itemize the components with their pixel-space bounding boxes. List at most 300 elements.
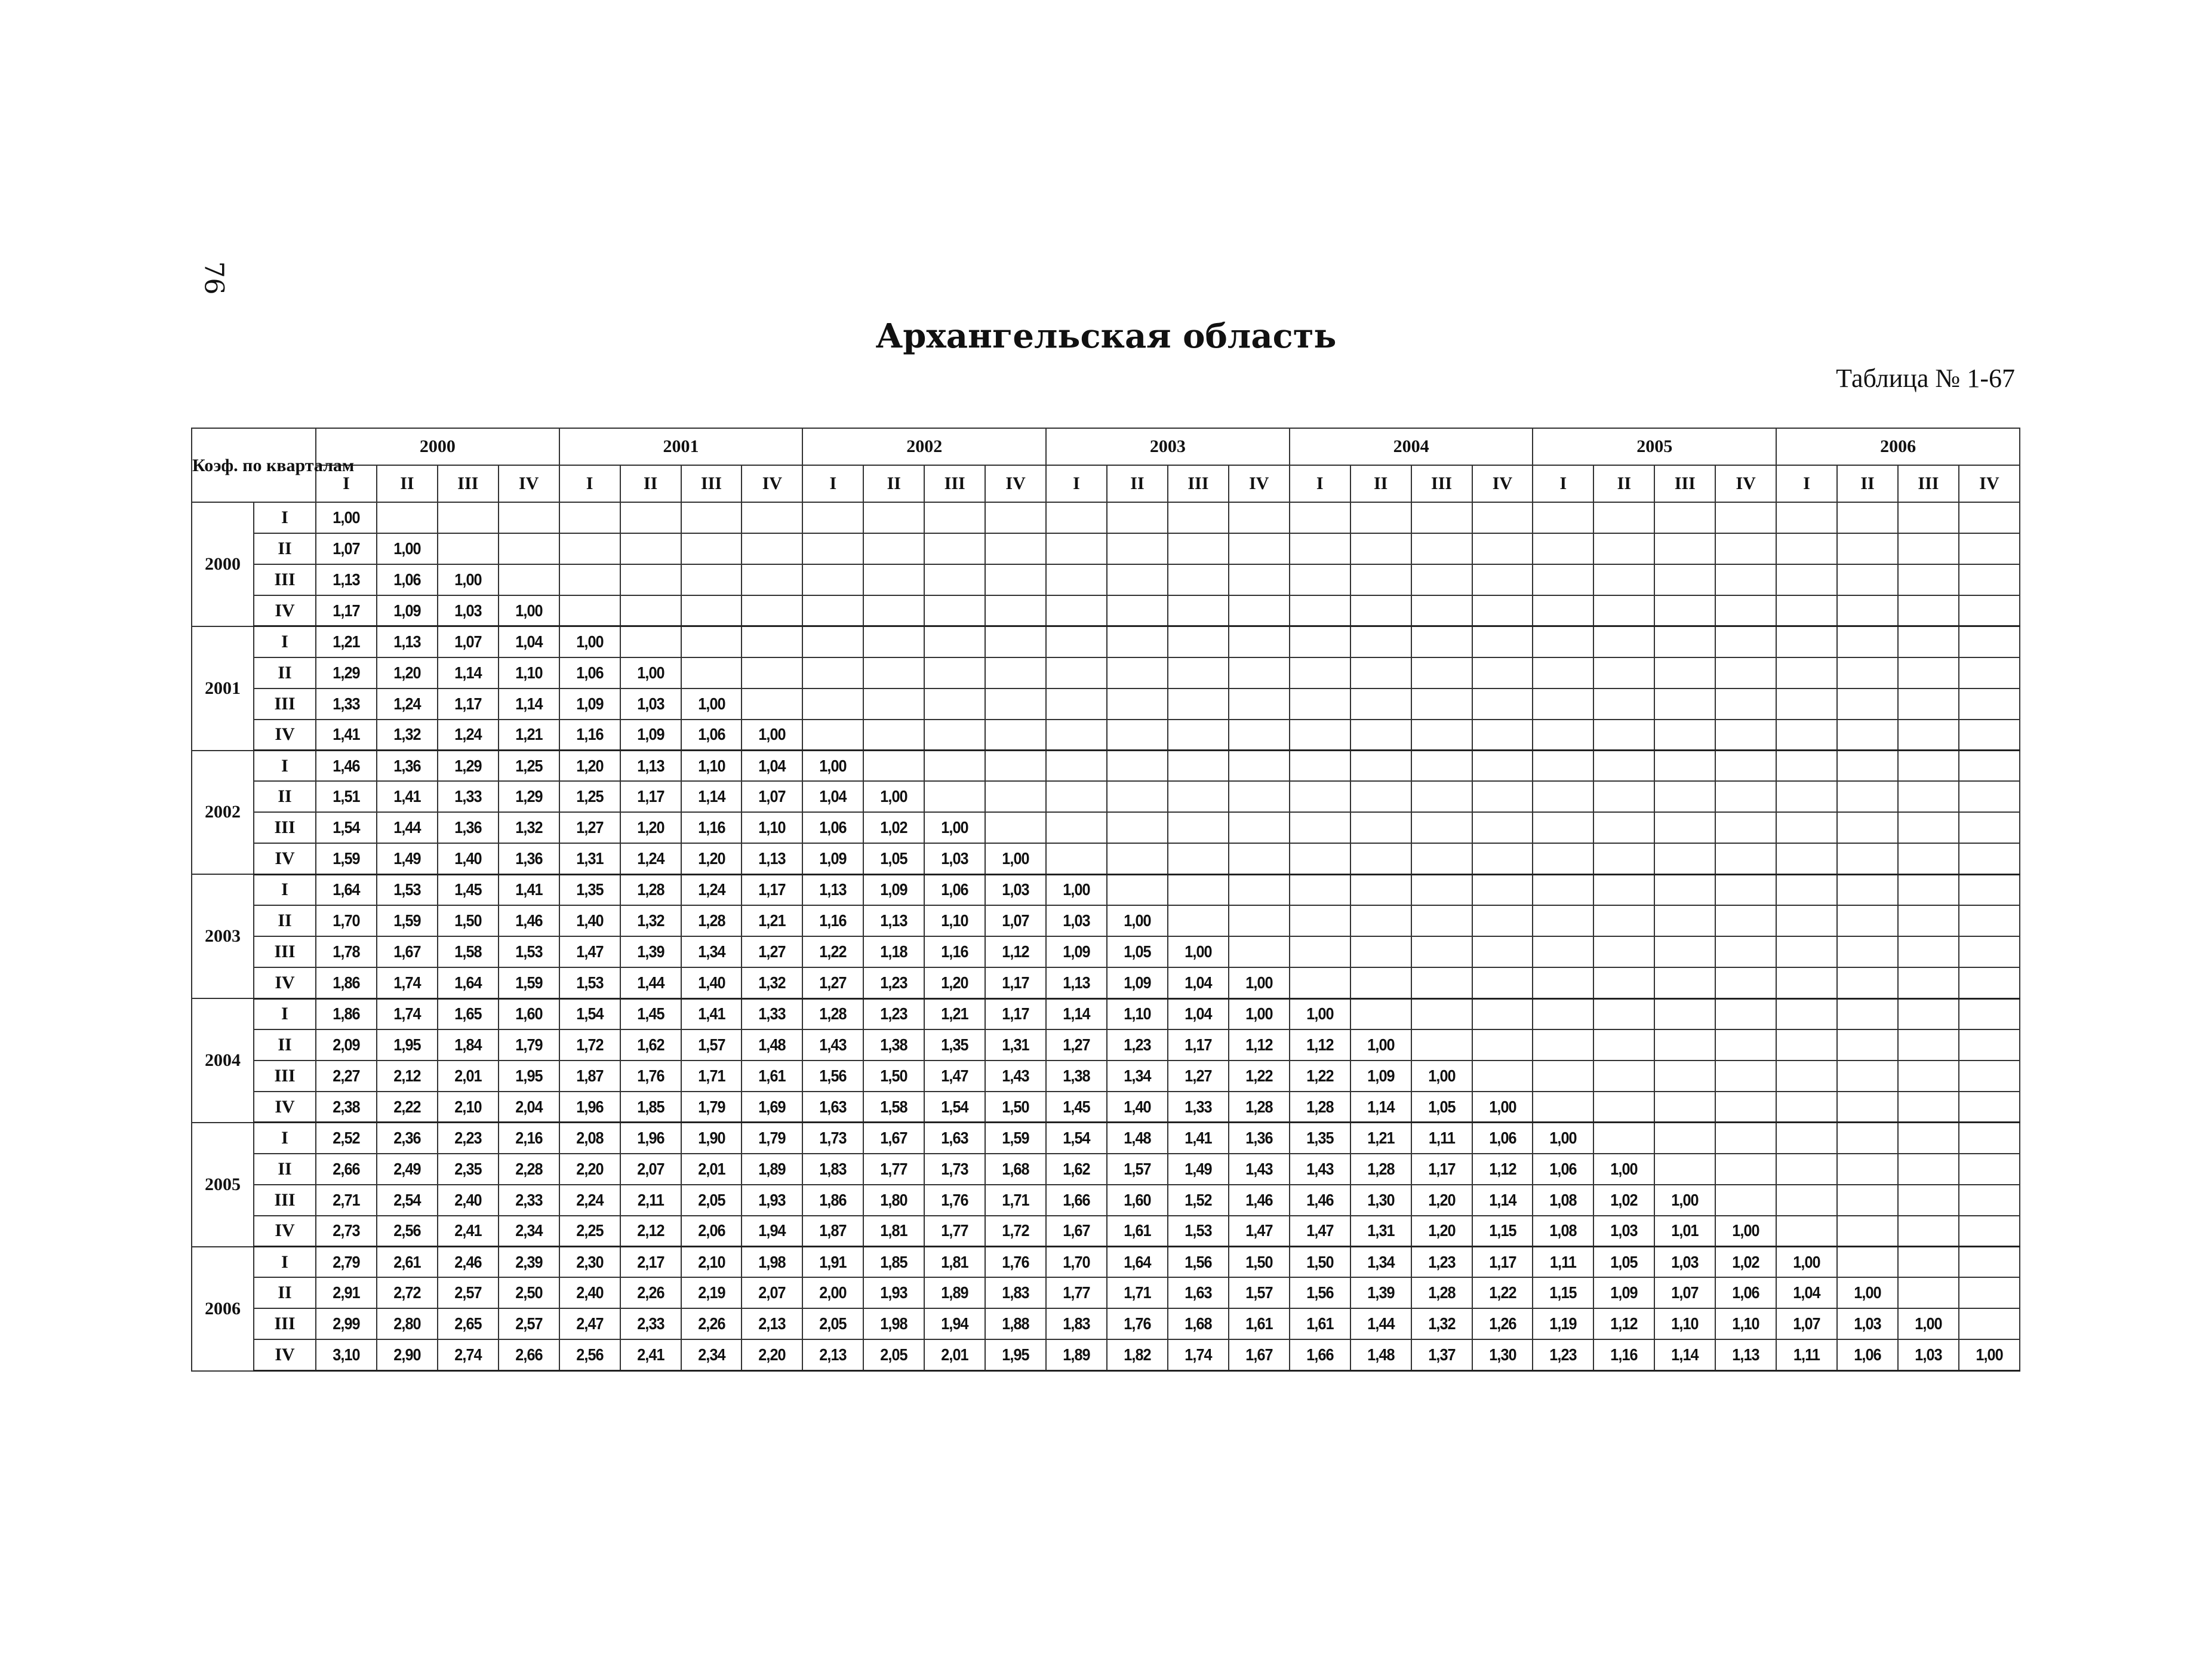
table-cell: 1,61 xyxy=(1293,1308,1347,1339)
table-cell: 1,36 xyxy=(502,843,556,874)
row-quarter-label: I xyxy=(254,1247,316,1278)
table-cell: 1,61 xyxy=(1110,1216,1165,1247)
table-cell xyxy=(1171,533,1226,564)
table-cell: 1,83 xyxy=(1049,1308,1104,1339)
table-cell xyxy=(1110,657,1165,688)
table-cell xyxy=(502,564,556,595)
table-cell: 2,33 xyxy=(623,1308,678,1339)
table-cell xyxy=(1475,626,1530,657)
table-cell: 1,34 xyxy=(684,936,739,967)
table-cell: 1,46 xyxy=(319,751,374,782)
table-cell xyxy=(1596,781,1651,812)
table-cell: 1,08 xyxy=(1536,1216,1591,1247)
table-cell xyxy=(805,533,860,564)
table-cell: 1,17 xyxy=(441,688,496,720)
table-cell xyxy=(1779,1185,1834,1216)
table-cell xyxy=(927,720,982,751)
table-cell: 1,10 xyxy=(684,751,739,782)
table-cell: 1,00 xyxy=(1353,1029,1408,1061)
quarter-header: I xyxy=(316,465,377,502)
row-quarter-label: IV xyxy=(254,1216,316,1247)
table-row xyxy=(192,1216,2020,1247)
table-cell: 2,46 xyxy=(441,1247,496,1278)
table-cell xyxy=(805,657,860,688)
table-cell: 1,54 xyxy=(927,1092,982,1123)
table-cell xyxy=(1779,751,1834,782)
row-quarter-label: III xyxy=(254,812,316,843)
table-cell xyxy=(1536,843,1591,874)
table-cell xyxy=(1840,1029,1895,1061)
table-cell xyxy=(1779,626,1834,657)
table-cell xyxy=(988,781,1043,812)
table-cell xyxy=(1596,720,1651,751)
table-cell: 1,56 xyxy=(1171,1247,1226,1278)
table-cell xyxy=(1962,595,2017,626)
table-cell: 1,57 xyxy=(1232,1277,1287,1308)
table-cell: 2,65 xyxy=(441,1308,496,1339)
table-cell xyxy=(1962,657,2017,688)
table-cell: 1,23 xyxy=(1110,1029,1165,1061)
table-cell: 1,09 xyxy=(1353,1061,1408,1092)
quarter-header: III xyxy=(1898,465,1959,502)
table-cell: 1,24 xyxy=(441,720,496,751)
table-cell xyxy=(1353,998,1408,1029)
table-cell xyxy=(1657,502,1712,533)
table-cell xyxy=(1293,626,1347,657)
table-cell: 1,21 xyxy=(502,720,556,751)
table-cell xyxy=(1414,626,1469,657)
table-cell: 2,12 xyxy=(380,1061,435,1092)
table-cell: 2,79 xyxy=(319,1247,374,1278)
table-cell: 1,64 xyxy=(319,874,374,905)
table-cell: 2,34 xyxy=(502,1216,556,1247)
table-cell xyxy=(1414,998,1469,1029)
table-cell: 2,20 xyxy=(562,1154,617,1185)
table-cell: 1,77 xyxy=(1049,1277,1104,1308)
table-cell: 1,78 xyxy=(319,936,374,967)
table-cell: 1,13 xyxy=(319,564,374,595)
table-cell xyxy=(1475,998,1530,1029)
table-cell xyxy=(1049,751,1104,782)
table-cell: 1,35 xyxy=(562,874,617,905)
table-cell xyxy=(1840,812,1895,843)
table-cell: 2,01 xyxy=(441,1061,496,1092)
row-year-label: 2002 xyxy=(192,751,254,875)
table-cell: 1,29 xyxy=(502,781,556,812)
table-cell xyxy=(1901,564,1956,595)
table-cell: 2,06 xyxy=(684,1216,739,1247)
quarter-header: IV xyxy=(985,465,1046,502)
table-cell: 1,02 xyxy=(1596,1185,1651,1216)
table-cell xyxy=(1657,905,1712,936)
table-cell xyxy=(1171,781,1226,812)
table-cell: 1,10 xyxy=(502,657,556,688)
table-cell: 1,89 xyxy=(927,1277,982,1308)
table-cell xyxy=(1536,626,1591,657)
table-cell: 1,12 xyxy=(988,936,1043,967)
table-cell: 1,20 xyxy=(927,967,982,998)
table-cell: 1,14 xyxy=(441,657,496,688)
table-cell: 1,95 xyxy=(502,1061,556,1092)
table-cell: 2,57 xyxy=(502,1308,556,1339)
table-cell: 1,54 xyxy=(319,812,374,843)
table-cell: 1,07 xyxy=(745,781,800,812)
table-cell: 1,06 xyxy=(927,874,982,905)
table-cell xyxy=(1840,874,1895,905)
table-cell: 2,28 xyxy=(502,1154,556,1185)
table-cell xyxy=(866,502,921,533)
table-cell xyxy=(1596,1123,1651,1154)
quarter-header: I xyxy=(1533,465,1593,502)
table-cell: 1,17 xyxy=(319,595,374,626)
table-cell: 1,67 xyxy=(1232,1339,1287,1370)
row-quarter-label: III xyxy=(254,688,316,720)
table-cell xyxy=(1475,812,1530,843)
table-cell: 1,06 xyxy=(1536,1154,1591,1185)
table-cell: 1,04 xyxy=(1171,967,1226,998)
table-cell xyxy=(1293,874,1347,905)
table-cell xyxy=(1901,657,1956,688)
table-cell: 1,14 xyxy=(1657,1339,1712,1370)
table-row xyxy=(192,1308,2020,1339)
table-cell: 1,44 xyxy=(623,967,678,998)
table-cell xyxy=(1293,502,1347,533)
table-cell: 2,05 xyxy=(866,1339,921,1370)
table-cell: 1,59 xyxy=(988,1123,1043,1154)
table-cell: 1,25 xyxy=(562,781,617,812)
table-cell xyxy=(1840,936,1895,967)
table-cell xyxy=(1657,533,1712,564)
table-cell: 1,00 xyxy=(1718,1216,1773,1247)
table-row xyxy=(192,657,2020,688)
table-cell: 1,32 xyxy=(502,812,556,843)
table-cell xyxy=(1232,905,1287,936)
row-quarter-label: II xyxy=(254,905,316,936)
table-cell: 1,30 xyxy=(1353,1185,1408,1216)
table-cell: 1,23 xyxy=(1536,1339,1591,1370)
quarter-header: IV xyxy=(742,465,802,502)
table-cell xyxy=(1414,812,1469,843)
quarter-header: IV xyxy=(1959,465,2020,502)
table-cell: 1,03 xyxy=(1901,1339,1956,1370)
quarter-header: IV xyxy=(1229,465,1290,502)
table-cell: 1,00 xyxy=(1110,905,1165,936)
table-cell xyxy=(866,564,921,595)
table-cell xyxy=(1657,688,1712,720)
table-cell: 1,24 xyxy=(684,874,739,905)
table-cell xyxy=(805,688,860,720)
table-cell: 1,17 xyxy=(1171,1029,1226,1061)
table-cell xyxy=(1779,936,1834,967)
table-cell: 2,36 xyxy=(380,1123,435,1154)
table-row xyxy=(192,626,2020,657)
table-cell: 1,68 xyxy=(988,1154,1043,1185)
table-cell xyxy=(1962,812,2017,843)
coefficient-table xyxy=(191,428,2020,1372)
table-cell xyxy=(1536,720,1591,751)
table-cell: 2,71 xyxy=(319,1185,374,1216)
table-cell xyxy=(623,564,678,595)
table-cell xyxy=(1171,502,1226,533)
table-cell: 1,50 xyxy=(866,1061,921,1092)
table-cell xyxy=(1171,874,1226,905)
table-cell: 1,57 xyxy=(1110,1154,1165,1185)
table-cell xyxy=(1718,843,1773,874)
quarter-header: III xyxy=(681,465,742,502)
table-cell: 1,52 xyxy=(1171,1185,1226,1216)
table-cell: 1,56 xyxy=(805,1061,860,1092)
table-cell xyxy=(1536,812,1591,843)
table-cell: 1,29 xyxy=(441,751,496,782)
table-cell: 1,00 xyxy=(745,720,800,751)
table-cell: 2,01 xyxy=(684,1154,739,1185)
table-cell xyxy=(1596,936,1651,967)
table-cell xyxy=(1353,688,1408,720)
table-cell: 1,87 xyxy=(562,1061,617,1092)
table-cell: 1,00 xyxy=(1293,998,1347,1029)
table-cell xyxy=(1414,751,1469,782)
table-cell: 2,25 xyxy=(562,1216,617,1247)
table-cell: 1,28 xyxy=(1414,1277,1469,1308)
table-cell: 2,66 xyxy=(502,1339,556,1370)
table-cell xyxy=(441,502,496,533)
table-cell: 1,58 xyxy=(866,1092,921,1123)
table-cell: 1,14 xyxy=(502,688,556,720)
table-cell xyxy=(1657,812,1712,843)
table-cell xyxy=(745,688,800,720)
table-cell xyxy=(1414,781,1469,812)
table-cell xyxy=(1596,657,1651,688)
table-cell: 1,16 xyxy=(1596,1339,1651,1370)
table-cell xyxy=(1596,1092,1651,1123)
table-cell: 1,00 xyxy=(502,595,556,626)
table-cell xyxy=(1353,751,1408,782)
quarter-header: I xyxy=(559,465,620,502)
table-cell: 1,20 xyxy=(1414,1216,1469,1247)
table-cell xyxy=(1475,936,1530,967)
table-cell: 1,00 xyxy=(1536,1123,1591,1154)
table-cell xyxy=(1657,936,1712,967)
table-cell: 1,74 xyxy=(380,998,435,1029)
table-cell: 1,00 xyxy=(623,657,678,688)
table-cell xyxy=(1353,626,1408,657)
table-cell: 2,34 xyxy=(684,1339,739,1370)
table-cell xyxy=(1962,533,2017,564)
table-cell xyxy=(1779,1154,1834,1185)
table-cell xyxy=(1718,657,1773,688)
table-cell xyxy=(988,812,1043,843)
row-quarter-label: II xyxy=(254,533,316,564)
table-cell: 1,21 xyxy=(927,998,982,1029)
table-cell: 2,90 xyxy=(380,1339,435,1370)
table-cell: 2,80 xyxy=(380,1308,435,1339)
table-row xyxy=(192,1339,2020,1370)
table-cell xyxy=(1596,751,1651,782)
table-cell xyxy=(380,502,435,533)
table-cell xyxy=(1475,595,1530,626)
table-cell: 2,10 xyxy=(441,1092,496,1123)
row-quarter-label: III xyxy=(254,1061,316,1092)
table-cell: 1,70 xyxy=(1049,1247,1104,1278)
table-cell: 1,07 xyxy=(441,626,496,657)
table-cell: 1,72 xyxy=(562,1029,617,1061)
table-cell xyxy=(745,657,800,688)
table-cell xyxy=(1840,1154,1895,1185)
table-cell xyxy=(1901,874,1956,905)
table-cell: 1,04 xyxy=(1171,998,1226,1029)
row-quarter-label: II xyxy=(254,1277,316,1308)
table-cell xyxy=(1840,781,1895,812)
table-cell xyxy=(1779,1092,1834,1123)
table-cell xyxy=(1293,936,1347,967)
table-cell: 1,54 xyxy=(1049,1123,1104,1154)
table-cell: 2,07 xyxy=(745,1277,800,1308)
table-cell: 1,47 xyxy=(927,1061,982,1092)
quarter-header: I xyxy=(1290,465,1350,502)
table-cell xyxy=(684,502,739,533)
table-cell: 1,10 xyxy=(1110,998,1165,1029)
table-cell xyxy=(1414,657,1469,688)
table-cell xyxy=(1536,657,1591,688)
table-cell xyxy=(1353,967,1408,998)
table-cell xyxy=(1718,533,1773,564)
table-cell: 1,32 xyxy=(380,720,435,751)
table-cell xyxy=(927,751,982,782)
table-cell: 1,56 xyxy=(1293,1277,1347,1308)
table-cell xyxy=(1293,751,1347,782)
table-cell: 1,09 xyxy=(805,843,860,874)
table-cell xyxy=(1962,781,2017,812)
table-cell: 2,41 xyxy=(623,1339,678,1370)
quarter-header: III xyxy=(1168,465,1229,502)
table-cell xyxy=(1414,1029,1469,1061)
table-cell: 1,12 xyxy=(1293,1029,1347,1061)
table-cell xyxy=(1779,1123,1834,1154)
table-cell xyxy=(1718,967,1773,998)
table-cell: 1,00 xyxy=(1901,1308,1956,1339)
table-cell: 1,03 xyxy=(927,843,982,874)
table-cell xyxy=(1596,626,1651,657)
table-cell xyxy=(1962,720,2017,751)
table-cell xyxy=(988,595,1043,626)
table-cell: 1,76 xyxy=(988,1247,1043,1278)
table-cell: 2,13 xyxy=(805,1339,860,1370)
table-cell: 2,09 xyxy=(319,1029,374,1061)
table-cell xyxy=(562,595,617,626)
table-row xyxy=(192,874,2020,905)
table-cell: 1,63 xyxy=(1171,1277,1226,1308)
table-cell: 1,00 xyxy=(1840,1277,1895,1308)
row-year-label: 2006 xyxy=(192,1247,254,1371)
table-cell: 1,38 xyxy=(866,1029,921,1061)
table-cell: 2,23 xyxy=(441,1123,496,1154)
table-cell xyxy=(745,564,800,595)
table-cell xyxy=(1536,998,1591,1029)
table-cell: 1,49 xyxy=(380,843,435,874)
table-cell: 1,31 xyxy=(562,843,617,874)
table-cell xyxy=(866,688,921,720)
table-row xyxy=(192,812,2020,843)
table-cell xyxy=(1779,720,1834,751)
table-cell xyxy=(1171,720,1226,751)
table-cell: 1,00 xyxy=(380,533,435,564)
year-header: 2005 xyxy=(1533,428,1776,465)
table-label: Таблица № 1-67 xyxy=(1836,364,2015,393)
table-cell xyxy=(1171,626,1226,657)
table-cell: 2,72 xyxy=(380,1277,435,1308)
table-cell xyxy=(1962,843,2017,874)
table-cell: 1,03 xyxy=(441,595,496,626)
table-cell: 1,03 xyxy=(1596,1216,1651,1247)
table-cell xyxy=(1536,751,1591,782)
table-cell: 1,38 xyxy=(1049,1061,1104,1092)
table-cell xyxy=(1232,812,1287,843)
table-cell: 1,43 xyxy=(1232,1154,1287,1185)
table-cell: 1,29 xyxy=(319,657,374,688)
table-cell xyxy=(1718,1061,1773,1092)
row-quarter-label: IV xyxy=(254,843,316,874)
table-cell xyxy=(1840,688,1895,720)
table-cell xyxy=(866,657,921,688)
table-cell xyxy=(1657,595,1712,626)
table-cell: 1,48 xyxy=(745,1029,800,1061)
quarter-header: III xyxy=(1411,465,1472,502)
table-cell: 2,19 xyxy=(684,1277,739,1308)
row-quarter-label: IV xyxy=(254,720,316,751)
table-cell xyxy=(1718,1154,1773,1185)
table-cell xyxy=(1901,751,1956,782)
table-cell: 1,93 xyxy=(866,1277,921,1308)
table-cell xyxy=(1475,688,1530,720)
table-cell xyxy=(1293,595,1347,626)
table-cell xyxy=(1596,502,1651,533)
table-cell: 1,35 xyxy=(927,1029,982,1061)
table-cell xyxy=(1901,812,1956,843)
table-cell xyxy=(1536,874,1591,905)
table-cell: 1,00 xyxy=(866,781,921,812)
table-cell: 1,31 xyxy=(1353,1216,1408,1247)
table-cell xyxy=(1718,1123,1773,1154)
table-cell xyxy=(1293,564,1347,595)
table-row xyxy=(192,1029,2020,1061)
table-cell: 1,00 xyxy=(1962,1339,2017,1370)
table-cell xyxy=(1779,657,1834,688)
table-cell xyxy=(1962,626,2017,657)
table-cell: 1,00 xyxy=(1232,998,1287,1029)
table-cell: 2,24 xyxy=(562,1185,617,1216)
table-cell xyxy=(927,688,982,720)
table-cell: 1,06 xyxy=(1718,1277,1773,1308)
table-cell: 1,35 xyxy=(1293,1123,1347,1154)
table-cell: 1,11 xyxy=(1414,1123,1469,1154)
table-cell: 1,17 xyxy=(1414,1154,1469,1185)
table-cell: 1,21 xyxy=(1353,1123,1408,1154)
table-cell: 1,03 xyxy=(988,874,1043,905)
table-cell xyxy=(1110,626,1165,657)
table-cell: 2,54 xyxy=(380,1185,435,1216)
table-cell xyxy=(1596,998,1651,1029)
table-cell xyxy=(623,533,678,564)
table-cell xyxy=(1962,874,2017,905)
table-cell xyxy=(1901,843,1956,874)
table-cell: 1,47 xyxy=(1293,1216,1347,1247)
table-cell: 1,09 xyxy=(380,595,435,626)
table-cell: 1,11 xyxy=(1779,1339,1834,1370)
table-cell xyxy=(1596,874,1651,905)
table-cell: 1,09 xyxy=(866,874,921,905)
table-cell xyxy=(1962,1061,2017,1092)
table-cell: 2,17 xyxy=(623,1247,678,1278)
